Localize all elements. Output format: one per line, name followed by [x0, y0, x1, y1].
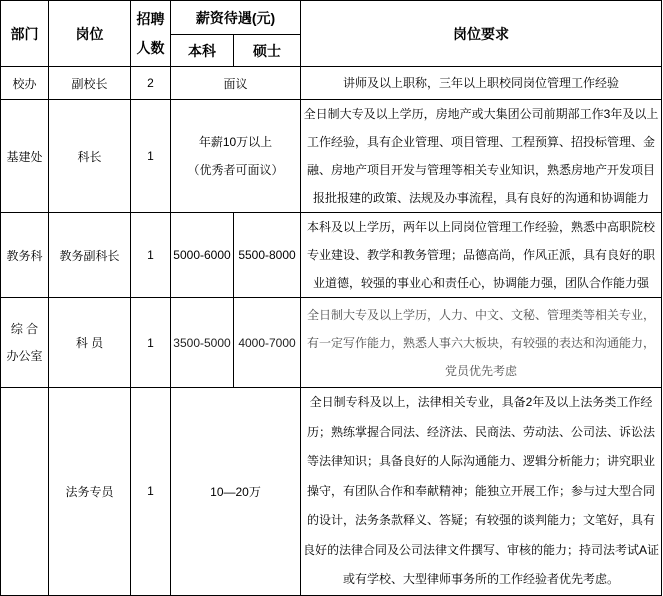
table-row — [1, 67, 662, 100]
table-row — [1, 388, 662, 596]
requirement-line: 历；熟练掌握合同法、经济法、民商法、劳动法、公司法、诉讼法 — [307, 424, 656, 439]
position-cell: 法务专员 — [49, 388, 131, 596]
header-salary: 薪资待遇(元) — [171, 1, 301, 35]
salary-cell — [171, 100, 301, 213]
position-cell: 科 员 — [49, 298, 131, 388]
position-cell: 教务副科长 — [49, 213, 131, 298]
position-cell: 副校长 — [49, 67, 131, 100]
department-cell: 基建处 — [1, 100, 49, 213]
requirement-line: 本科及以上学历，两年以上同岗位管理工作经验，熟悉中高职院校 — [307, 220, 656, 234]
requirement-line: 的设计，法务条款释义、答疑；有较强的谈判能力；文笔好，具有 — [307, 513, 656, 527]
count-cell: 1 — [131, 298, 171, 388]
requirement-line: 专业建设、教学和教务管理；品德高尚，作风正派，具有良好的职 — [307, 248, 656, 262]
header-salary-bachelor: 本科 — [171, 35, 234, 67]
requirement-line: 操守，有团队合作和奉献精神；能独立开展工作；参与过大型合同 — [307, 483, 656, 498]
table-row — [1, 213, 662, 298]
department-cell — [1, 388, 49, 596]
requirements-cell — [301, 100, 662, 213]
count-cell: 2 — [131, 67, 171, 100]
requirement-line: 讲师及以上职称，三年以上职校同岗位管理工作经验 — [343, 76, 620, 90]
requirements-cell — [301, 298, 662, 388]
salary-cell: 10—20万 — [171, 388, 301, 596]
header-requirements: 岗位要求 — [301, 1, 662, 67]
requirement-line: 全日制专科及以上，法律相关专业，具备2年及以上法务类工作经 — [309, 395, 653, 409]
requirement-line: 业道德，较强的事业心和责任心，协调能力强，团队合作能力强 — [313, 276, 650, 290]
requirement-line: 融、房地产项目开发与管理等相关专业知识，熟悉房地产开发项目 — [307, 163, 656, 177]
table-row — [1, 298, 662, 388]
requirements-cell — [301, 67, 662, 100]
header-recruit-count-line: 人数 — [136, 39, 165, 56]
salary-master-cell: 5500-8000 — [234, 213, 301, 298]
count-cell: 1 — [131, 213, 171, 298]
salary-line: 年薪10万以上 — [198, 135, 273, 149]
salary-bachelor-cell: 5000-6000 — [171, 213, 234, 298]
requirement-line: 或有学校、大型律师事务所的工作经验者优先考虑。 — [343, 572, 620, 586]
department-cell — [1, 298, 49, 388]
requirement-line: 全日制大专及以上学历，人力、中文、文秘、管理类等相关专业， — [307, 308, 656, 322]
header-position: 岗位 — [49, 1, 131, 67]
table-row — [1, 100, 662, 213]
salary-bachelor-cell: 3500-5000 — [171, 298, 234, 388]
requirement-line: 全日制大专及以上学历，房地产或大集团公司前期部工作3年及以上 — [303, 107, 659, 121]
position-cell: 科长 — [49, 100, 131, 213]
department-cell: 教务科 — [1, 213, 49, 298]
count-cell: 1 — [131, 100, 171, 213]
requirement-line: 良好的法律合同及公司法律文件撰写、审核的能力；持司法考试A证 — [303, 542, 660, 557]
salary-master-cell: 4000-7000 — [234, 298, 301, 388]
department-line: 办公室 — [6, 348, 43, 363]
header-recruit-count-line: 招聘 — [136, 10, 165, 27]
requirements-cell — [301, 213, 662, 298]
header-salary-master: 硕士 — [234, 35, 301, 67]
requirements-cell — [301, 388, 662, 596]
header-recruit-count — [131, 1, 171, 67]
department-line: 综 合 — [10, 321, 39, 336]
requirement-line: 党员优先考虑 — [445, 364, 518, 378]
requirement-line: 等法律知识；具备良好的人际沟通能力、逻辑分析能力；讲究职业 — [307, 454, 656, 468]
requirement-line: 工作经验，具有企业管理、项目管理、工程预算、招投标管理、金 — [307, 135, 656, 149]
requirement-line: 报批报建的政策、法规及办事流程，具有良好的沟通和协调能力 — [313, 191, 650, 205]
count-cell: 1 — [131, 388, 171, 596]
department-cell: 校办 — [1, 67, 49, 100]
header-row — [1, 1, 662, 35]
requirement-line: 有一定写作能力，熟悉人事六大板块，有较强的表达和沟通能力， — [307, 336, 656, 350]
header-department: 部门 — [1, 1, 49, 67]
salary-line: （优秀者可面议） — [187, 163, 284, 177]
salary-cell: 面议 — [171, 67, 301, 100]
